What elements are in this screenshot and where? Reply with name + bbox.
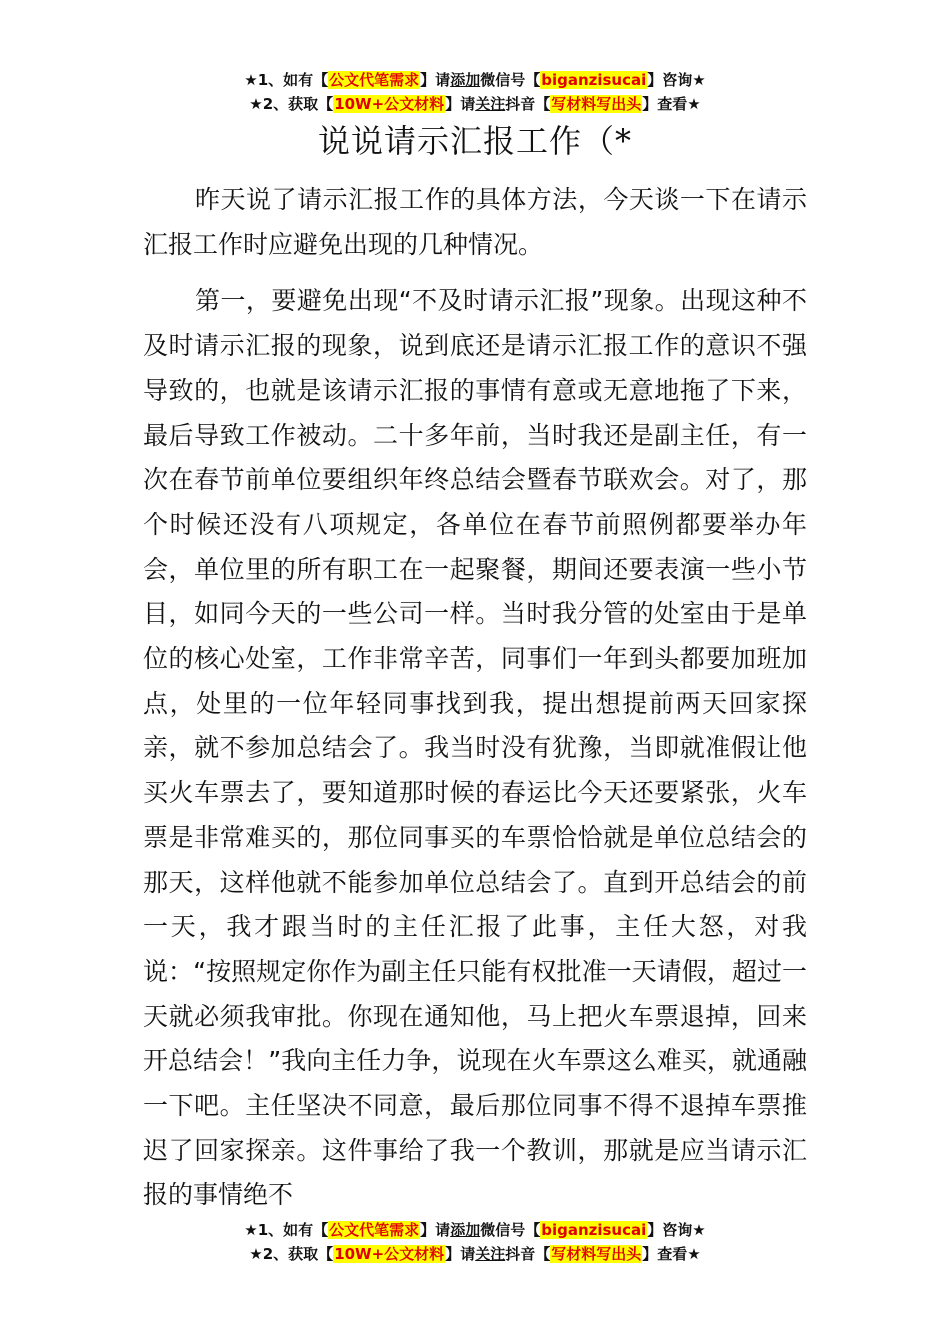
footer-line-1-highlight-wechat: biganzisucai [541, 1221, 647, 1239]
banner-line-2-emphasis: 关注 [475, 95, 506, 113]
footer-banner-line-1 [0, 1218, 950, 1242]
footer-banner [0, 1218, 950, 1266]
banner-line-2 [0, 92, 950, 116]
banner-line-1-emphasis: 添加 [450, 71, 481, 89]
footer-line-1-mid: 】请 [420, 1221, 451, 1239]
body-paragraph: 昨天说了请示汇报工作的具体方法，今天谈一下在请示汇报工作时应避免出现的几种情况。 [143, 185, 807, 259]
footer-line-2-highlight-materials: 10W+公文材料 [334, 1245, 445, 1263]
banner-line-1-highlight-wechat: biganzisucai [541, 71, 647, 89]
body-paragraph: 第一，要避免出现“不及时请示汇报”现象。出现这种不及时请示汇报的现象，说到底还是请示汇报工作的意识不强导致的，也就是该请示汇报的事情有意或无意地拖了下来，最后导致工作被动。二十多年前，当时我还是副主任，有一次在春节前单位要组织年终总结会暨春节联欢会。对了，那个时候还没有八项规定，各单位在春节前照例都要举办年会，单位里的所有职工在一起聚餐，期间还要表演一些小节目，如同今天的一些公司一样。当时我分管的处室由于是单位的核心处室，工作非常辛苦，同事们一年到头都要加班加点，处里的一位年轻同事找到我，提出想提前两天回家探亲，就不参加总结会了。我当时没有犹豫，当即就准假让他买火车票去了，要知道那时候的春运比今天还要紧张，火车票是非常难买的，那位同事买的车票恰恰就是单位总结会的那天，这样他就不能参加单位总结会了。直到开总结会的前一天，我才跟当时的主任汇报了此事，主任大怒，对我说：“按照规定你作为副主任只能有权批准一天请假，超过一天就必须我审批。你现在通知他，马上把火车票退掉，回来开总结会！”我向主任力争，说现在火车票这么难买，就通融一下吧。主任坚决不同意，最后那位同事不得不退掉车票推迟了回家探亲。这件事给了我一个教训，那就是应当请示汇报的事情绝不 [143, 286, 807, 1210]
banner-line-1-mid: 】请 [420, 71, 451, 89]
footer-line-1-highlight-service: 公文代笔需求 [329, 1221, 420, 1239]
document-title: 说说请示汇报工作（* [317, 122, 632, 160]
footer-line-1-suffix: 】咨询★ [647, 1221, 706, 1239]
footer-line-2-emphasis: 关注 [475, 1245, 506, 1263]
footer-line-1-emphasis: 添加 [450, 1221, 481, 1239]
banner-line-2-mid2: 抖音【 [505, 95, 551, 113]
footer-line-1-prefix: ★1、如有【 [244, 1221, 329, 1239]
banner-line-1 [0, 68, 950, 92]
footer-line-2-suffix: 】查看★ [642, 1245, 701, 1263]
footer-line-2-mid: 】请 [445, 1245, 476, 1263]
banner-line-2-highlight-douyin: 写材料写出头 [551, 95, 642, 113]
footer-line-1-mid2: 微信号【 [480, 1221, 541, 1239]
footer-line-2-mid2: 抖音【 [505, 1245, 551, 1263]
document-body [143, 178, 807, 1230]
banner-line-2-prefix: ★2、获取【 [249, 95, 334, 113]
banner-line-1-mid2: 微信号【 [480, 71, 541, 89]
banner-line-2-mid: 】请 [445, 95, 476, 113]
banner-line-1-highlight-service: 公文代笔需求 [329, 71, 420, 89]
banner-line-1-prefix: ★1、如有【 [244, 71, 329, 89]
footer-line-2-highlight-douyin: 写材料写出头 [551, 1245, 642, 1263]
footer-banner-line-2 [0, 1242, 950, 1266]
header-banner [0, 68, 950, 116]
banner-line-2-highlight-materials: 10W+公文材料 [334, 95, 445, 113]
banner-line-1-suffix: 】咨询★ [647, 71, 706, 89]
banner-line-2-suffix: 】查看★ [642, 95, 701, 113]
footer-line-2-prefix: ★2、获取【 [249, 1245, 334, 1263]
